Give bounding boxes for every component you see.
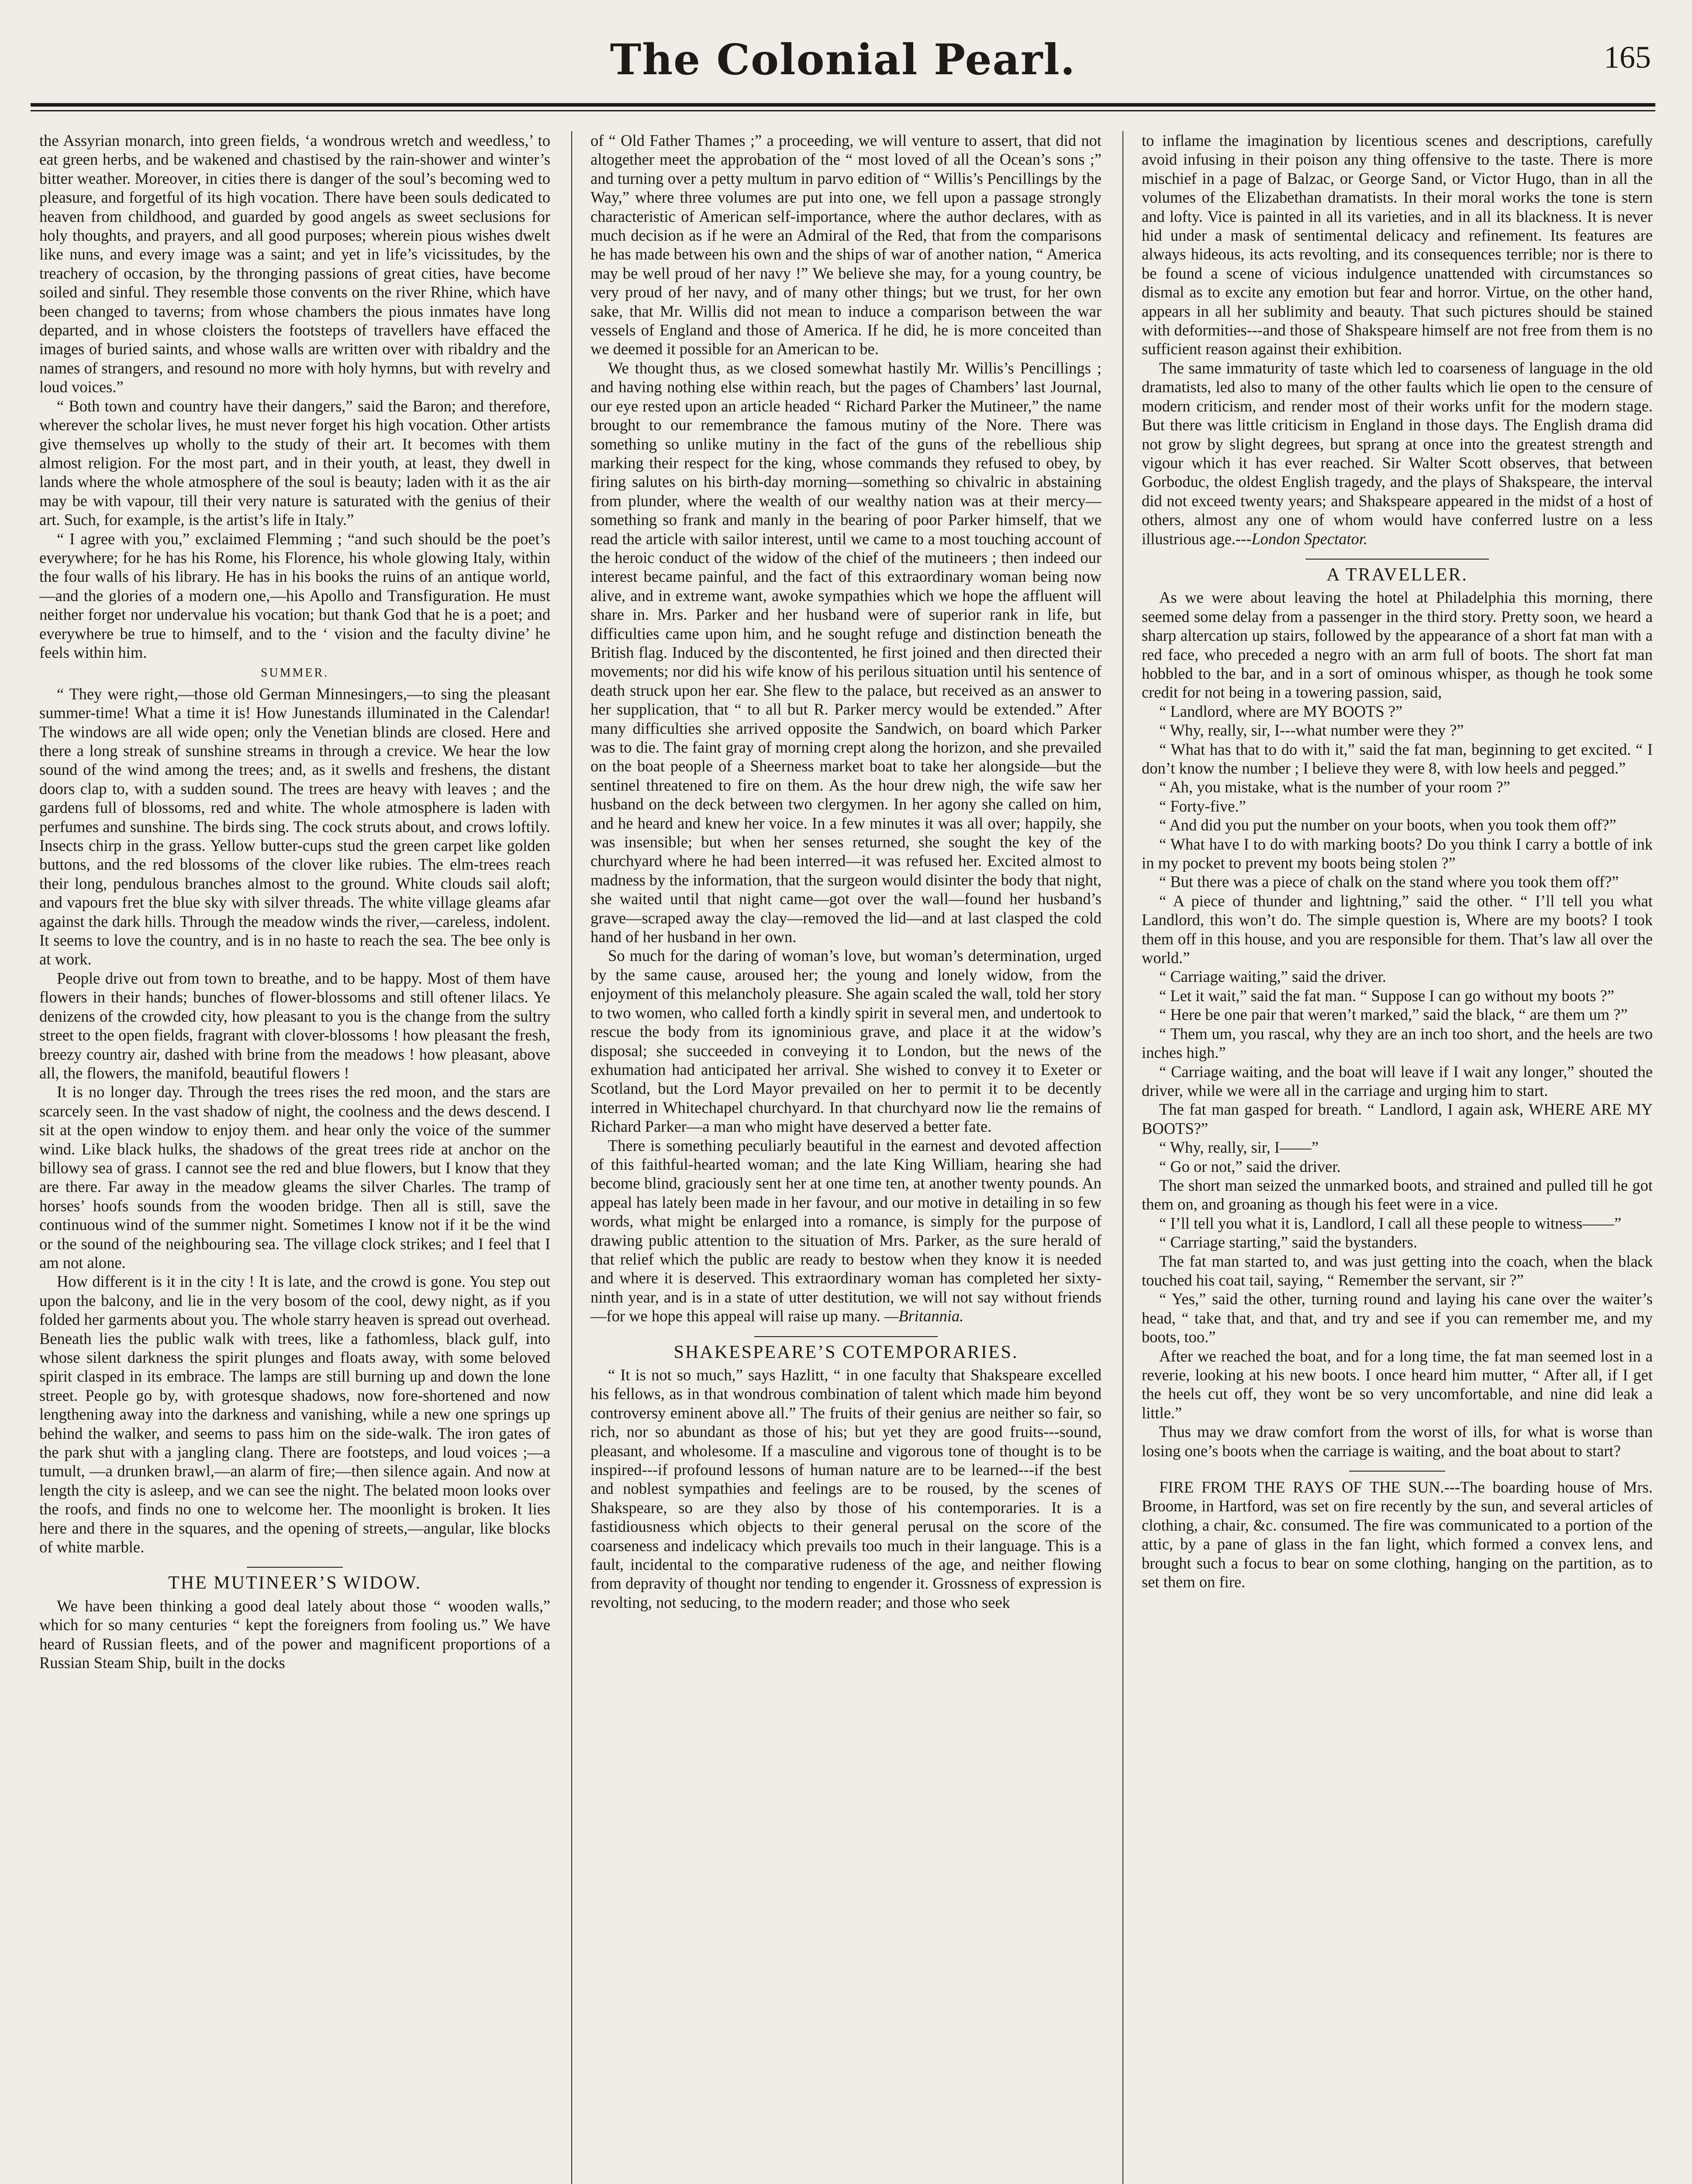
paragraph-text: There is something peculiarly beautiful in the earnest and devoted affection of this faithful-hearted woman; and the late King William, hearing she had become blind, graciously sent her at one time ten, at another twenty pounds. An appeal has lately been made in her favour, and our motive in detailing in so few words, what might be enlarged into a romance, is simply for the purpose of drawing public attention to the situation of Mrs. Parker, as the sure herald of that relief which the public are ready to bestow when they know it is needed and where it is deserved. This extraordinary woman has completed her sixty-ninth year, and is in a state of utter destitution, we will not say without friends—for we hope this appeal will raise up many. <box>590 1136 1102 1325</box>
paragraph <box>590 1136 1102 1326</box>
dialogue-line: The fat man gasped for breath. “ Landlord, I again ask, WHERE ARE MY BOOTS?” <box>1142 1100 1653 1137</box>
paragraph: of “ Old Father Thames ;” a proceeding, we will venture to assert, that did not altogether meet the approbation of the “ most loved of all the Ocean’s sons ;” and turning over a petty multum in parvo edition of “ Willis’s Pencillings by the Way,” where three volumes are put into one, we fell upon a passage strongly characteristic of American self-importance, where the author declares, with as much decision as if he were an Admiral of the Red, that from the comparisons he has made between his own and the ships of war of another nation, “ America may be well proud of her navy !” We believe she may, for a young country, be very proud of her navy, and of many other things; but we trust, for her own sake, that Mr. Willis did not mean to induce a comparison between the war vessels of England and those of America. If he did, he is more conceited than we deemed it possible for an American to be. <box>590 131 1102 358</box>
paragraph: How different is it in the city ! It is late, and the crowd is gone. You step out upon the balcony, and lie in the very bosom of the cool, dewy night, as if you folded her garments about you. The whole starry heaven is spread out overhead. Beneath lies the public walk with trees, like a fathomless, black gulf, into whose silent darkness the spirit plunges and floats away, with some beloved spirit clasped in its embrace. The lamps are still burning up and down the lone street. People go by, with grotesque shadows, now fore-shortened and now lengthening away into the darkness and vanishing, while a new one springs up behind the walker, and seems to pass him on the side-walk. The iron gates of the park shut with a jangling clang. There are footsteps, and loud voices ;—a tumult, —a drunken brawl,—an alarm of fire;—then silence again. And now at length the city is asleep, and we can see the night. The belated moon looks over the roofs, and finds no one to welcome her. The moonlight is broken. It lies here and there in the squares, and the opening of streets,—angular, like blocks of white marble. <box>39 1272 550 1556</box>
column-divider <box>571 131 572 2184</box>
article-heading: THE MUTINEER’S WIDOW. <box>168 1573 421 1593</box>
source-credit: —Britannia. <box>884 1307 964 1325</box>
paragraph: As we were about leaving the hotel at Philadelphia this morning, there seemed some delay from a passenger in the third story. Pretty soon, we heard a sharp altercation up stairs, followed by the appearance of a short fat man with a red face, who preceded a negro with an arm full of boots. The short fat man hobbled to the bar, and in a sort of ominous whisper, as though he took some credit for not being in a towering passion, said, <box>1142 588 1653 702</box>
dialogue-line: “ Them um, you rascal, why they are an inch too short, and the heels are two inches high.” <box>1142 1024 1653 1062</box>
dialogue-line: “ What have I to do with marking boots? Do you think I carry a bottle of ink in my pocket to prevent my boots being stolen ?” <box>1142 835 1653 872</box>
article-heading: SHAKESPEARE’S COTEMPORARIES. <box>673 1342 1019 1362</box>
section-subheading: SUMMER. <box>260 666 329 680</box>
paragraph: “ I agree with you,” exclaimed Flemming ; “and such should be the poet’s everywhere; for he has his Rome, his Florence, his whole glowing Italy, within the four walls of his library. He has in his books the ruins of an antique world,—and the glories of a modern one,—his Apollo and Transfiguration. He must neither forget nor undervalue his vocation; but thank God that he is a poet; and everywhere be true to himself, and to the ‘ vision and the faculty divine’ he feels within him. <box>39 529 550 661</box>
paragraph: We thought thus, as we closed somewhat hastily Mr. Willis’s Pencillings ; and having nothing else within reach, but the pages of Chambers’ last Journal, our eye rested upon an article headed “ Richard Parker the Mutineer,” the name brought to our remembrance the famous mutiny of the Nore. There was something so unlike mutiny in the fact of the guns of the rebellious ship marking their respect for the king, whose commands they refused to obey, by firing salutes on his birth-day morning—something so chivalric in abstaining from plunder, where the wealth of our wealthy nation was at their mercy—something so frank and manly in the bearing of poor Parker himself, that we read the article with sailor interest, until we came to a most touching account of the heroic conduct of the widow of the chief of the mutineers ; then indeed our interest became painful, and the fact of this extraordinary woman being now alive, and in extreme want, awoke sympathies which we hope the affluent will share in. Mrs. Parker and her husband were of superior rank in life, but difficulties came upon him, and he sought refuge and distinction beneath the British flag. Induced by the discontented, he first joined and then directed their movements; nor did his wife know of his perilous situation until his sentence of death struck upon her ear. She flew to the palace, but received as an answer to her supplication, that “ to all but R. Parker mercy would be extended.” After many difficulties she arrived opposite the Sandwich, on board which Parker was to die. The faint gray of morning crept along the horizon, and she prevailed on the boat people of a Sheerness market boat to take her alongside—but the sentinel threatened to fire on them. As the hour drew nigh, the wife saw her husband on the deck between two clergymen. In her agony she called on him, and he heard and knew her voice. In a few minutes it was all over; happily, she was insensible; but when her senses returned, she sought the key of the churchyard where he had been interred—it was refused her. Excited almost to madness by the information, that the surgeon would disinter the body that night, she waited until that night came—got over the wall—found her husband’s grave—scraped away the clay—removed the lid—and at last clasped the cold hand of her husband in her own. <box>590 359 1102 946</box>
dialogue-line: After we reached the boat, and for a long time, the fat man seemed lost in a reverie, looking at his new boots. I once heard him mutter, “ After all, if I get the heels cut off, they wont be so very uncomfortable, and nine did leak a little.” <box>1142 1347 1653 1422</box>
paragraph-text: ---The boarding house of Mrs. Broome, in Hartford, was set on fire recently by the sun, and several articles of clothing, a chair, &c. consumed. The fire was communicated to a portion of the attic, by a pane of glass in the fan light, which formed a convex lens, and brought such a focus to bear on some clothing, hanging on the partition, as to set them on fire. <box>1142 1478 1653 1591</box>
run-in-heading: FIRE FROM THE RAYS OF THE SUN. <box>1159 1478 1444 1496</box>
dialogue-line: “ And did you put the number on your boots, when you took them off?” <box>1159 816 1616 834</box>
dialogue-line: “ Let it wait,” said the fat man. “ Suppose I can go without my boots ?” <box>1159 986 1615 1005</box>
paragraph <box>1142 359 1653 548</box>
dialogue-line: “ Here be one pair that weren’t marked,” said the black, “ are them um ?” <box>1159 1006 1628 1024</box>
column-3 <box>1142 131 1653 2184</box>
article-heading: A TRAVELLER. <box>1326 564 1468 585</box>
column-1 <box>39 131 550 2184</box>
dialogue-line: “ What has that to do with it,” said the fat man, beginning to get excited. “ I don’t know the number ; I believe they were 8, with low heels and pegged.” <box>1142 740 1653 777</box>
section-divider <box>1349 1471 1445 1472</box>
paragraph: We have been thinking a good deal lately about those “ wooden walls,” which for so many centuries “ kept the foreigners from fooling us.” We have heard of Russian fleets, and of the power and magnificent proportions of a Russian Steam Ship, built in the docks <box>39 1597 550 1672</box>
dialogue-line: The short man seized the unmarked boots, and strained and pulled till he got them on, and groaning as though his feet were in a vice. <box>1142 1176 1653 1213</box>
source-credit: ---London Spectator. <box>1235 529 1368 548</box>
page-number: 165 <box>1604 40 1651 75</box>
paragraph: to inflame the imagination by licentious scenes and descriptions, carefully avoid infusing in their poison any thing offensive to the taste. There is more mischief in a page of Balzac, or George Sand, or Victor Hugo, than in all the volumes of the Elizabethan dramatists. In their moral works the tone is stern and lofty. Vice is painted in all its varieties, and in all its blackness. It is never hid under a mask of sentimental delicacy and refinement. Its features are always hideous, its acts revolting, and its consequences terrible; nor is there to be found a scene of vicious indulgence unattended with circumstances so dismal as to excite any emotion but fear and horror. Virtue, on the other hand, appears in all her sublimity and beauty. That such pictures should be stained with deformities---and those of Shakspeare himself are not free from them is no sufficient reason against their exhibition. <box>1142 131 1653 358</box>
dialogue-line: “ Carriage starting,” said the bystanders. <box>1159 1233 1417 1251</box>
dialogue-line: “ Why, really, sir, I---what number were they ?” <box>1159 721 1464 740</box>
masthead-rule-thin <box>31 110 1655 111</box>
dialogue-line: “ Landlord, where are MY BOOTS ?” <box>1159 702 1403 720</box>
dialogue-line: Thus may we draw comfort from the worst of ills, for what is worse than losing one’s boots when the carriage is waiting, and the boat about to start? <box>1142 1423 1653 1460</box>
paragraph: “ They were right,—those old German Minnesingers,—to sing the pleasant summer-time! What a time it is! How Junestands illuminated in the Calendar! The windows are all wide open; only the Venetian blinds are closed. Here and there a long streak of sunshine streams in through a crevice. We hear the low sound of the wind among the trees; and, as it swells and freshens, the distant doors clap to, with a sudden sound. The trees are heavy with leaves ; and the gardens full of blossoms, red and white. The whole atmosphere is laden with perfumes and sunshine. The birds sing. The cock struts about, and crows loftily. Insects chirp in the grass. Yellow butter-cups stud the green carpet like golden buttons, and the red blossoms of the clover like rubies. The elm-trees reach their long, pendulous branches almost to the ground. White clouds sail aloft; and vapours fret the blue sky with silver threads. The white village gleams afar against the dark hills. Through the meadow winds the river,—careless, indolent. It seems to love the country, and is in no haste to reach the sea. The bee only is at work. <box>39 684 550 968</box>
paragraph: People drive out from town to breathe, and to be happy. Most of them have flowers in their hands; bunches of flower-blossoms and still oftener lilacs. Ye denizens of the crowded city, how pleasant to you is the change from the sultry street to the open fields, fragrant with clover-blossoms ! how pleasant the fresh, breezy country air, dashed with brine from the meadows ! how pleasant, above all, the flowers, the manifold, beautiful flowers ! <box>39 969 550 1082</box>
dialogue-line: “ I’ll tell you what it is, Landlord, I call all these people to witness——” <box>1159 1214 1622 1232</box>
column-2 <box>590 131 1102 2184</box>
paragraph-text: The same immaturity of taste which led to coarseness of language in the old dramatists, led also to many of the other faults which lie open to the censure of modern criticism, and render most of their works unfit for the modern stage. But there was little criticism in England in those days. The English drama did not grow by slight degrees, but sprang at once into the greatest strength and vigour which it has ever reached. Sir Walter Scott observes, that between Gorboduc, the oldest English tragedy, and the plays of Shakspeare, the interval did not exceed twenty years; and Shakspeare appeared in the midst of a host of others, almost any one of whom would have conferred lustre on a less illustrious age. <box>1142 359 1653 548</box>
paragraph: “ It is not so much,” says Hazlitt, “ in one faculty that Shakspeare excelled his fellows, as in that wondrous combination of talent which made him beyond controversy eminent above all.” The fruits of their genius are neither so fair, so rich, nor so abundant as those of his; but yet they are good fruits---sound, pleasant, and wholesome. If a masculine and vigorous tone of thought is to be inspired---if profound lessons of human nature are to be learned---if the best and noblest sympathies and feelings are to be roused, by the scenes of Shakspeare, so are they also by those of his contemporaries. It is a fastidiousness which objects to their general perusal on the score of the coarseness and indelicacy which prevails too much in their language. This is a fault, incidental to the comparative rudeness of the age, and neither flowing from depravity of thought nor tending to engender it. Grossness of expression is revolting, not seducing, to the modern reader; and those who seek <box>590 1366 1102 1611</box>
dialogue-line: “ Carriage waiting, and the boat will leave if I wait any longer,” shouted the driver, while we were all in the carriage and urging him to start. <box>1142 1062 1653 1099</box>
columns <box>39 131 1655 2184</box>
dialogue-line: “ Why, really, sir, I——” <box>1159 1138 1319 1157</box>
paragraph <box>1142 1478 1653 1591</box>
section-divider <box>1305 559 1489 560</box>
dialogue-line: “ Yes,” said the other, turning round and laying his cane over the waiter’s head, “ take that, and that, and try and see if you can remember me, and my boots, too.” <box>1142 1290 1653 1346</box>
dialogue-line: The fat man started to, and was just getting into the coach, when the black touched his coat tail, saying, “ Remember the servant, sir ?” <box>1142 1252 1653 1289</box>
paragraph: So much for the daring of woman’s love, but woman’s determination, urged by the same cause, aroused her; the young and lonely widow, from the enjoyment of this melancholy pleasure. She again scaled the wall, told her story to two women, who called forth a kindly spirit in several men, and undertook to rescue the body from its ignominious grave, and place it at the widow’s disposal; she succeeded in conveying it to London, but the news of the exhumation had anticipated her arrival. She wished to convey it to Exeter or Scotland, but the Lord Mayor prevailed on her to permit it to be decently interred in Whitechapel churchyard. In that churchyard now lie the remains of Richard Parker—a man who might have deserved a better fate. <box>590 947 1102 1136</box>
dialogue-line: “ A piece of thunder and lightning,” said the other. “ I’ll tell you what Landlord, this won’t do. The simple question is, Where are my boots? I took them off in this house, and you are responsible for them. That’s law all over the world.” <box>1142 892 1653 967</box>
section-divider <box>754 1336 938 1337</box>
paragraph: It is no longer day. Through the trees rises the red moon, and the stars are scarcely seen. In the vast shadow of night, the coolness and the dews descend. I sit at the open window to enjoy them. and hear only the voice of the summer wind. Like black hulks, the shadows of the great trees ride at anchor on the billowy sea of grass. I cannot see the red and blue flowers, but I know that they are there. Far away in the meadow gleams the silver Charles. The tramp of horses’ hoofs sounds from the wooden bridge. Then all is still, save the continuous wind of the summer night. Sometimes I know not if it be the wind or the sound of the neighbouring sea. The village clock strikes; and I feel that I am not alone. <box>39 1083 550 1272</box>
dialogue-line: “ But there was a piece of chalk on the stand where you took them off?” <box>1159 873 1619 891</box>
dialogue-line: “ Carriage waiting,” said the driver. <box>1159 968 1386 986</box>
dialogue-line: “ Ah, you mistake, what is the number of your room ?” <box>1159 778 1510 796</box>
masthead-title: The Colonial Pearl. <box>610 35 1076 84</box>
paragraph: “ Both town and country have their dangers,” said the Baron; and therefore, wherever the scholar lives, he must never forget his high vocation. Other artists give themselves up wholly to the study of their art. It becomes with them almost religion. For the most part, and in their youth, at least, they dwell in lands where the whole atmosphere of the soul is beauty; laden with it as the air may be with vapour, till their very nature is saturated with the genius of their art. Such, for example, is the artist’s life in Italy.” <box>39 397 550 529</box>
dialogue-line: “ Go or not,” said the driver. <box>1159 1157 1341 1175</box>
column-divider <box>1122 131 1123 2184</box>
masthead <box>31 17 1655 96</box>
paragraph: the Assyrian monarch, into green fields, ‘a wondrous wretch and weedless,’ to eat green herbs, and be wakened and chastised by the rain-shower and winter’s bitter weather. Moreover, in cities there is danger of the soul’s becoming wed to pleasure, and forgetful of its high vocation. There have been souls dedicated to heaven from childhood, and guarded by good angels as sweet seclusions for holy thoughts, and prayers, and all good purposes; wherein pious wishes dwelt like nuns, and every image was a saint; and yet in life’s vicissitudes, by the treachery of occasion, by the thronging passions of great cities, have become soiled and sinful. They resemble those convents on the river Rhine, which have been changed to taverns; from whose chambers the pious inmates have long departed, and in whose cloisters the footsteps of travellers have effaced the images of buried saints, and whose walls are written over with ribaldry and the names of strangers, and resound no more with holy hymns, but with revelry and loud voices.” <box>39 131 550 396</box>
section-divider <box>247 1567 343 1568</box>
masthead-rule-thick <box>31 103 1655 107</box>
dialogue-line: “ Forty-five.” <box>1159 797 1246 815</box>
